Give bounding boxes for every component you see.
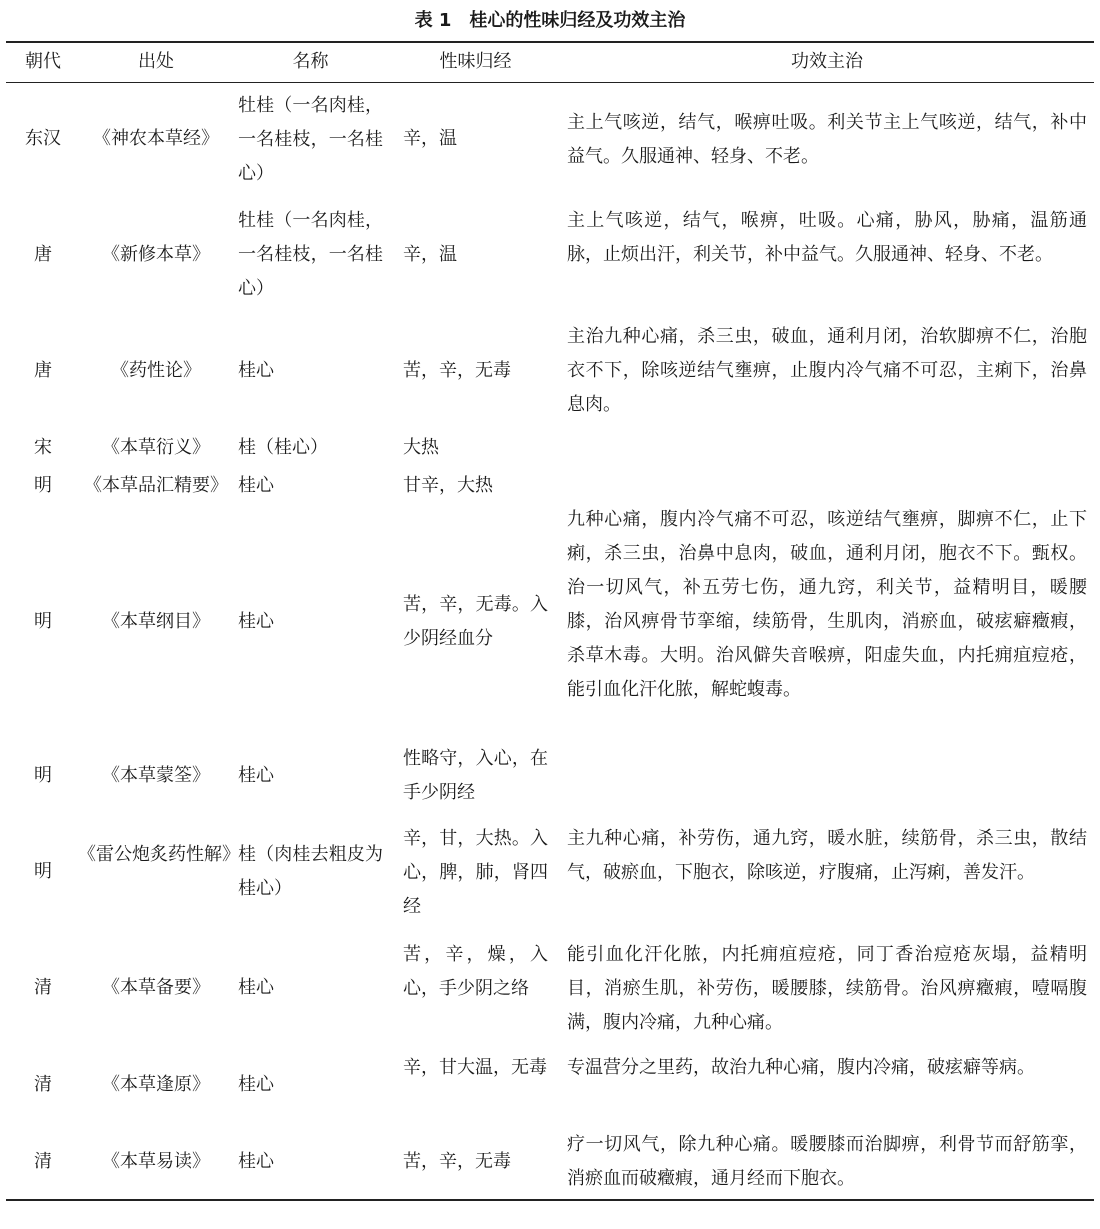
header-source: 出处 [138,51,174,72]
row-8-source: 《本草备要》 [102,977,210,998]
row-9-name: 桂心 [238,1074,274,1095]
row-4-dynasty: 明 [34,475,52,496]
row-4-name: 桂心 [238,475,274,496]
row-3-property: 大热 [403,437,439,458]
header-property: 性味归经 [439,51,512,72]
row-1-source: 《新修本草》 [102,244,210,265]
row-1-name: 牡桂（一名肉桂，一名桂枝，一名桂心） [238,210,383,299]
row-8-dynasty: 清 [34,977,52,998]
row-8-effect: 能引血化汗化脓，内托痈疽痘疮，同丁香治痘疮灰塌，益精明目，消瘀生肌，补劳伤，暖腰膝，续筋骨。治风痹癥瘕，噎嗝腹满，腹内冷痛，九种心痛。 [567,944,1087,1033]
row-1-effect: 主上气咳逆，结气，喉痹，吐吸。心痛，胁风，胁痛，温筋通脉，止烦出汗，利关节，补中益气。久服通神、轻身、不老。 [567,210,1087,265]
row-1-dynasty: 唐 [34,244,52,265]
header-name: 名称 [292,51,329,72]
row-2-dynasty: 唐 [34,360,52,381]
row-8-property: 苦，辛，燥，入心，手少阴之络 [403,944,548,999]
row-7-dynasty: 明 [34,861,52,882]
row-6-source: 《本草蒙筌》 [102,765,210,786]
row-7-property: 辛，甘，大热。入心，脾，肺，肾四经 [403,828,548,917]
header-dynasty: 朝代 [25,51,61,72]
row-2-property: 苦，辛，无毒 [403,360,511,381]
row-3-name: 桂（桂心） [238,437,328,458]
row-0-effect: 主上气咳逆，结气，喉痹吐吸。利关节主上气咳逆，结气，补中益气。久服通神、轻身、不老。 [567,112,1087,167]
row-0-dynasty: 东汉 [25,128,61,149]
row-6-property: 性略守，入心，在手少阴经 [403,748,548,803]
row-5-source: 《本草纲目》 [102,611,210,632]
table-caption: 表 1 桂心的性味归经及功效主治 [414,10,686,31]
header-effect: 功效主治 [791,51,863,72]
row-5-name: 桂心 [238,611,274,632]
row-4-source: 《本草品汇精要》 [84,475,228,496]
row-4-property: 甘辛，大热 [403,475,493,496]
row-3-source: 《本草衍义》 [102,437,210,458]
row-2-effect: 主治九种心痛，杀三虫，破血，通利月闭，治软脚痹不仁，治胞衣不下，除咳逆结气壅痹，止腹内冷气痛不可忍，主痢下，治鼻息肉。 [567,326,1087,415]
row-9-source: 《本草逢原》 [102,1074,210,1095]
row-2-source: 《药性论》 [111,360,201,381]
row-5-dynasty: 明 [34,611,52,632]
row-0-name: 牡桂（一名肉桂，一名桂枝，一名桂心） [238,95,383,184]
row-5-effect: 九种心痛，腹内冷气痛不可忍，咳逆结气壅痹，脚痹不仁，止下痢，杀三虫，治鼻中息肉，破血，通利月闭，胞衣不下。甄权。治一切风气，补五劳七伤，通九窍，利关节，益精明目，暖腰膝，治风痹骨节挛缩，续筋骨，生肌肉，消瘀血，破痃癖癥瘕，杀草木毒。大明。治风僻失音喉痹，阳虚失血，内托痈疽痘疮，能引血化汗化脓，解蛇蝮毒。 [567,509,1087,700]
row-6-dynasty: 明 [34,765,52,786]
row-10-name: 桂心 [238,1151,274,1172]
row-9-dynasty: 清 [34,1074,52,1095]
row-7-source: 《雷公炮炙药性解》 [78,844,240,865]
row-5-property: 苦，辛，无毒。入少阴经血分 [403,594,548,649]
row-7-name: 桂（肉桂去粗皮为桂心） [238,844,383,899]
table-bottom-rule [6,1199,1094,1201]
row-10-dynasty: 清 [34,1151,52,1172]
row-10-source: 《本草易读》 [102,1151,210,1172]
row-0-source: 《神农本草经》 [93,128,219,149]
row-10-effect: 疗一切风气，除九种心痛。暖腰膝而治脚痹，利骨节而舒筋挛，消瘀血而破癥瘕，通月经而下胞衣。 [567,1134,1087,1189]
row-9-effect: 专温营分之里药，故治九种心痛，腹内冷痛，破痃癖等病。 [567,1057,1035,1078]
row-0-property: 辛，温 [403,128,457,149]
row-2-name: 桂心 [238,360,274,381]
table-header-rule [6,82,1094,83]
row-3-dynasty: 宋 [34,437,52,458]
row-7-effect: 主九种心痛，补劳伤，通九窍，暖水脏，续筋骨，杀三虫，散结气，破瘀血，下胞衣，除咳逆，疗腹痛，止泻痢，善发汗。 [567,828,1087,883]
row-6-name: 桂心 [238,765,274,786]
row-10-property: 苦，辛，无毒 [403,1151,511,1172]
row-8-name: 桂心 [238,977,274,998]
row-9-property: 辛，甘大温，无毒 [403,1057,547,1078]
row-1-property: 辛，温 [403,244,457,265]
